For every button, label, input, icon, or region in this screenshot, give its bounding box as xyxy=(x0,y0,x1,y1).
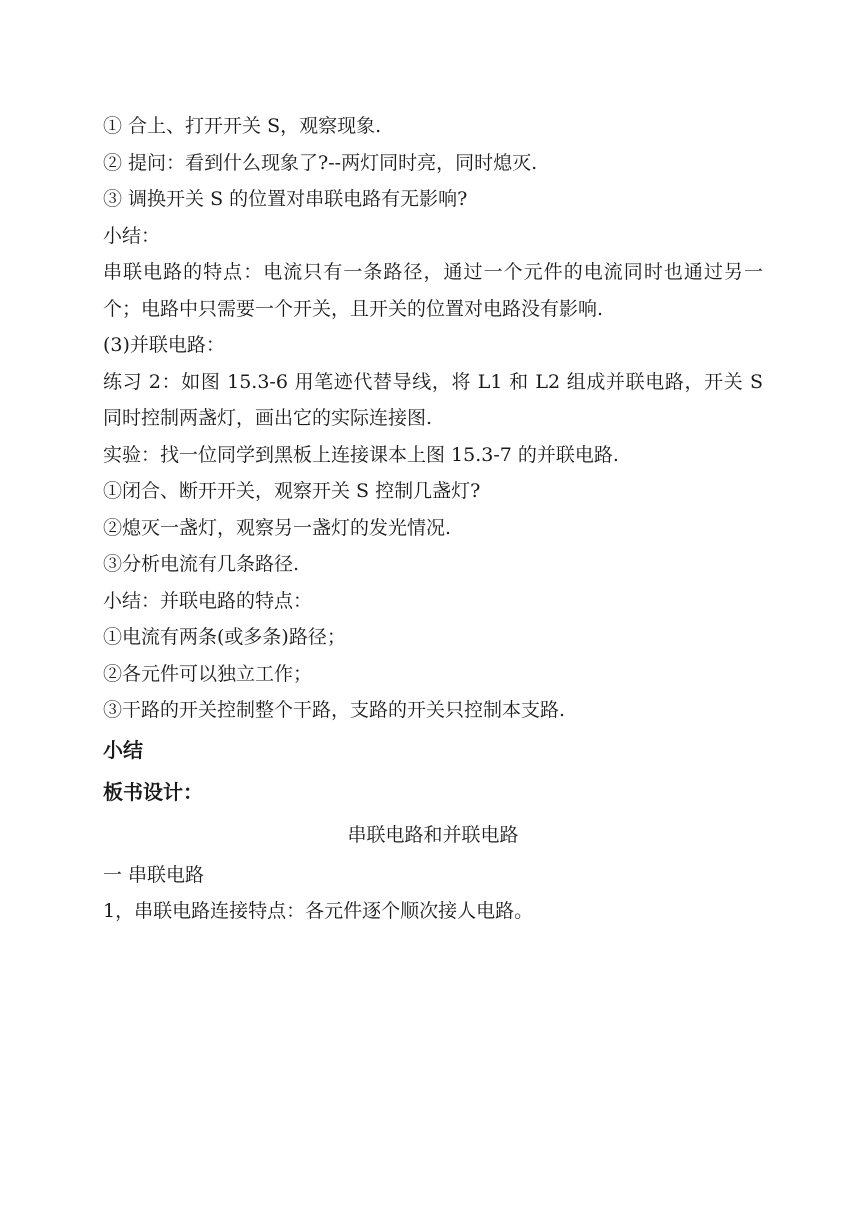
summary-heading: 小结 xyxy=(103,737,143,762)
parallel-feature-one: ①电流有两条(或多条)路径； xyxy=(103,626,346,648)
parallel-feature-two: ②各元件可以独立工作； xyxy=(103,662,313,685)
step-switch-control: ①闭合、断开开关，观察开关 S 控制几盏灯? xyxy=(103,480,481,502)
step-question-observation: ② 提问：看到什么现象了?--两灯同时亮，同时熄灭. xyxy=(103,151,538,174)
summary-label: 小结： xyxy=(103,224,161,247)
parallel-feature-three: ③干路的开关控制整个干路，支路的开关只控制本支路. xyxy=(103,699,566,721)
parallel-circuit-subheading: (3)并联电路： xyxy=(103,334,225,356)
step-current-paths: ③分析电流有几条路径. xyxy=(103,553,300,575)
document-page xyxy=(103,108,763,930)
step-turn-off-lamp: ②熄灭一盏灯，观察另一盏灯的发光情况. xyxy=(103,516,452,539)
step-close-open-switch: ① 合上、打开开关 S，观察现象. xyxy=(103,115,382,137)
experiment-parallel: 实验：找一位同学到黑板上连接课本上图 15.3-7 的并联电路. xyxy=(103,443,619,466)
board-title: 串联电路和并联电路 xyxy=(347,823,519,846)
exercise-two: 练习 2：如图 15.3-6 用笔迹代替导线，将 L1 和 L2 组成并联电路，开关 S 同时控制两盏灯，画出它的实际连接图. xyxy=(103,370,763,429)
series-circuit-features: 串联电路的特点：电流只有一条路径，通过一个元件的电流同时也通过另一个；电路中只需要一个开关，且开关的位置对电路没有影响. xyxy=(103,261,763,320)
step-swap-switch-position: ③ 调换开关 S 的位置对串联电路有无影响? xyxy=(103,188,468,210)
board-design-heading: 板书设计： xyxy=(103,779,203,804)
parallel-summary-label: 小结：并联电路的特点： xyxy=(103,589,313,612)
board-section-series: 一 串联电路 xyxy=(103,863,205,886)
board-series-feature: 1，串联电路连接特点：各元件逐个顺次接人电路。 xyxy=(103,900,534,922)
